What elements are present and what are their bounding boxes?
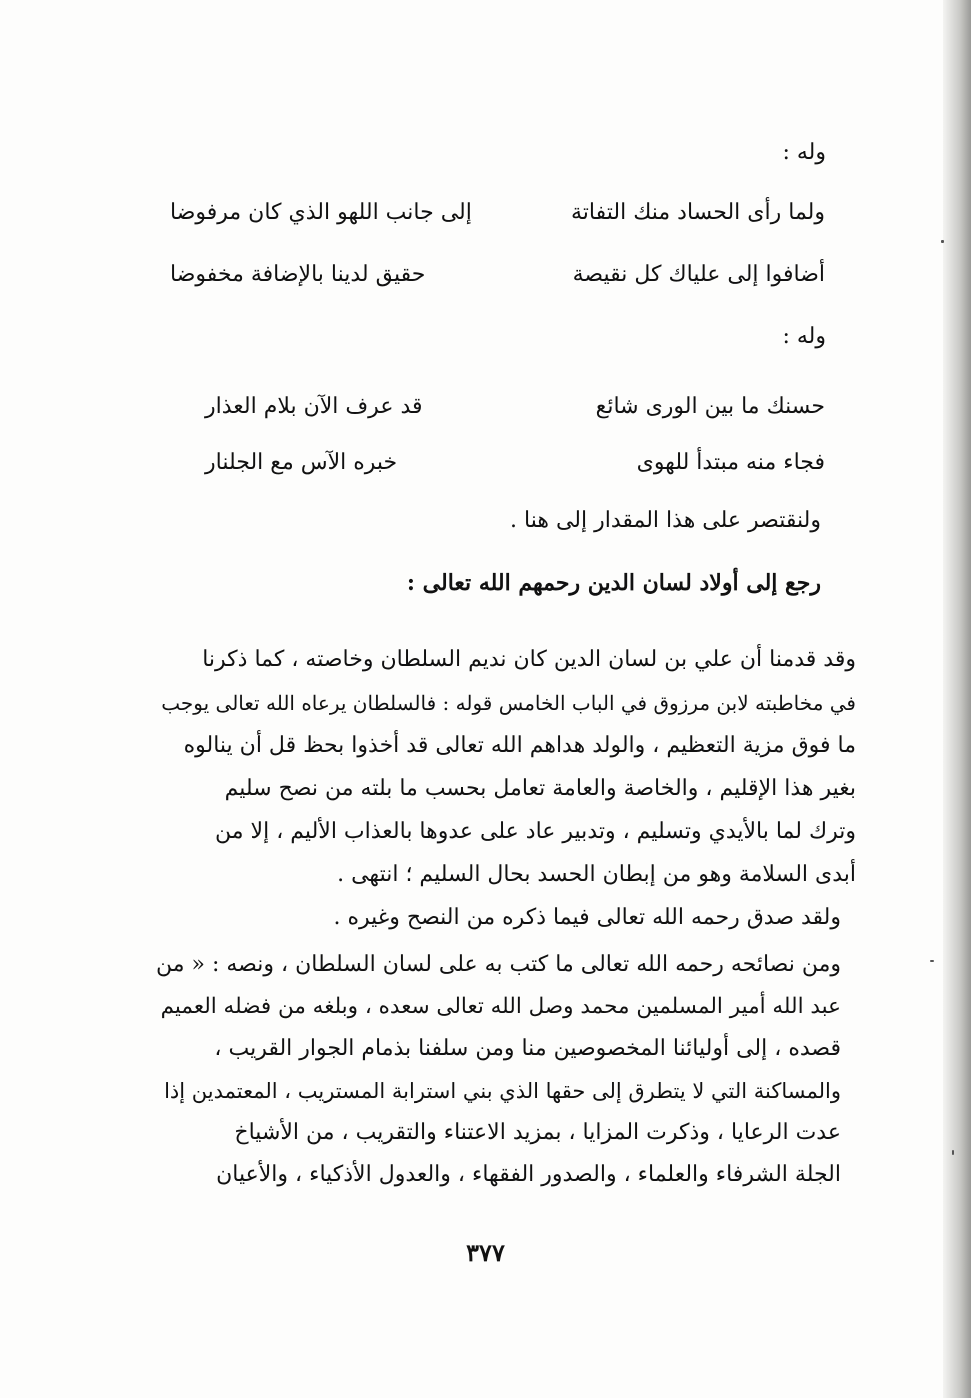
verse-hemistich-first: حسنك ما بين الورى شائع bbox=[595, 394, 825, 419]
paragraph-line: عدت الرعايا ، وذكرت المزايا ، بمزيد الاعتناء والتقريب ، من الأشياخ bbox=[234, 1120, 841, 1145]
verse-line bbox=[205, 448, 825, 478]
paragraph-line: بغير هذا الإقليم ، والخاصة والعامة تعامل بحسب ما بلته من نصح سليم bbox=[224, 776, 856, 801]
scan-speck bbox=[930, 960, 934, 962]
paragraph-line: الجلة الشرفاء والعلماء ، والصدور الفقهاء ، والعدول الأذكياء ، والأعيان bbox=[216, 1162, 841, 1187]
poem-heading: وله : bbox=[782, 324, 826, 349]
verse-hemistich-second: حقيق لدينا بالإضافة مخفوضا bbox=[170, 262, 426, 287]
paragraph-line: ومن نصائحه رحمه الله تعالى ما كتب به على لسان السلطان ، ونصه : « من bbox=[156, 952, 841, 977]
verse-hemistich-second: قد عرف الآن بلام العذار bbox=[205, 394, 423, 419]
page-number: ٣٧٧ bbox=[466, 1238, 505, 1267]
paragraph-line: أبدى السلامة وهو من إبطان الحسد بحال السليم ؛ انتهى . bbox=[337, 862, 856, 887]
section-heading: رجع إلى أولاد لسان الدين رحمهم الله تعالى : bbox=[406, 570, 821, 596]
paragraph-line: قصده ، إلى أوليائنا المخصوصين منا ومن سلفنا بذمام الجوار القريب ، bbox=[214, 1036, 841, 1061]
closing-line: ولنقتصر على هذا المقدار إلى هنا . bbox=[510, 508, 821, 533]
verse-line bbox=[170, 260, 825, 290]
scan-speck bbox=[941, 240, 944, 243]
verse-hemistich-second: خبره الآس مع الجلنار bbox=[205, 450, 398, 475]
paragraph-line: وقد قدمنا أن علي بن لسان الدين كان نديم السلطان وخاصته ، كما ذكرنا bbox=[202, 647, 856, 672]
paragraph-line: عبد الله أمير المسلمين محمد وصل الله تعالى سعده ، وبلغه من فضله العميم bbox=[160, 994, 841, 1019]
scan-speck bbox=[952, 1150, 954, 1155]
poem-heading: وله : bbox=[782, 140, 826, 165]
verse-line bbox=[205, 392, 825, 422]
verse-hemistich-first: فجاء منه مبتدأ للهوى bbox=[636, 450, 825, 475]
paragraph-line: ولقد صدق رحمه الله تعالى فيما ذكره من النصح وغيره . bbox=[333, 905, 841, 930]
paragraph-line: وترك لما بالأيدي وتسليم ، وتدبير عاد على عدوها بالعذاب الأليم ، إلا من bbox=[215, 819, 856, 844]
scan-shadow-edge bbox=[943, 0, 971, 1398]
verse-line bbox=[170, 198, 825, 228]
verse-hemistich-first: ولما رأى الحساد منك التفاتة bbox=[571, 200, 825, 225]
verse-hemistich-first: أضافوا إلى علياك كل نقيصة bbox=[572, 262, 825, 287]
paragraph-line: في مخاطبته لابن مرزوق في الباب الخامس قوله : فالسلطان يرعاه الله تعالى يوجب bbox=[161, 691, 856, 715]
paragraph-line: ما فوق مزية التعظيم ، والولد هداهم الله تعالى قد أخذوا بحظ قل أن ينالوه bbox=[183, 733, 856, 758]
verse-hemistich-second: إلى جانب اللهو الذي كان مرفوضا bbox=[170, 200, 472, 225]
paragraph-line: والمساكنة التي لا يتطرق إلى حقها الذي بني استرابة المستريب ، المعتمدين إذا bbox=[164, 1079, 841, 1103]
